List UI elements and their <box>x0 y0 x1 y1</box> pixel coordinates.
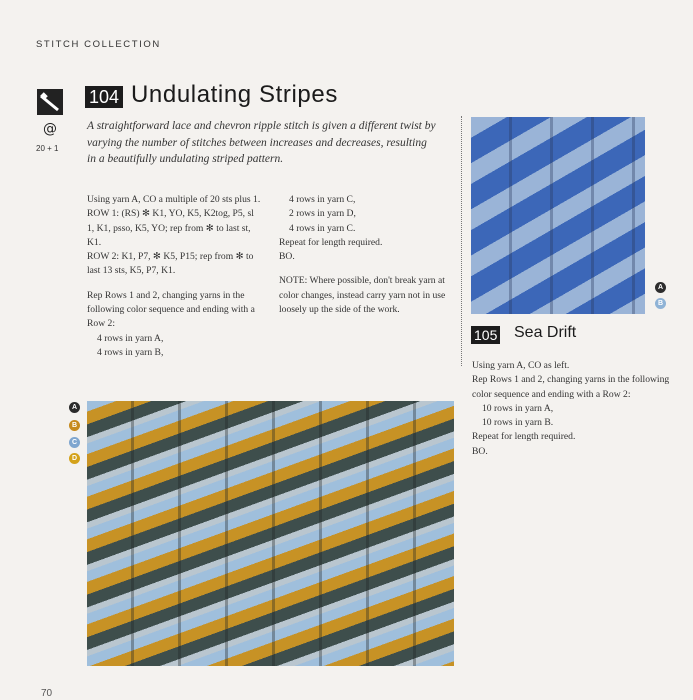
yarn-bullet-b: B <box>655 298 666 309</box>
pattern-number-105: 105 <box>471 326 500 344</box>
instructions-right-column <box>279 193 449 317</box>
knitting-needle-icon <box>37 89 63 115</box>
bind-off-text: BO. <box>472 445 488 457</box>
bind-off-text: BO. <box>279 251 295 263</box>
yarn-bullet-b: B <box>69 420 80 431</box>
repeat-instructions: Rep Rows 1 and 2, changing yarns in the following color sequence and ending with a Row 2: <box>87 289 255 330</box>
cast-on-text: Using yarn A, CO as left. <box>472 360 570 371</box>
swatch-photo-105 <box>471 117 645 314</box>
sequence-item: 10 rows in yarn A, <box>482 402 554 414</box>
yarn-bullet-a: A <box>69 402 80 413</box>
repeat-instructions: Rep Rows 1 and 2, changing yarns in the following color sequence and ending with a Row 2: <box>472 374 670 400</box>
pattern-number-104: 104 <box>85 86 123 108</box>
pattern-title-105: Sea Drift <box>514 324 577 341</box>
row-1-text: ROW 1: (RS) ✻ K1, YO, K5, K2tog, P5, sl 1, K1, psso, K5, YO; rep from ✻ to last st, K1. <box>87 208 254 248</box>
repeat-text: Repeat for length required. <box>279 236 383 248</box>
instructions-105 <box>472 359 677 459</box>
stitch-multiple: 20 + 1 <box>36 144 59 153</box>
spiral-icon: @ <box>43 121 57 137</box>
note-text: NOTE: Where possible, don't break yarn at color changes, instead carry yarn not in use loosely up the side of the work. <box>279 275 446 316</box>
yarn-bullet-d: D <box>69 453 80 464</box>
pattern-title-104: Undulating Stripes <box>131 81 338 108</box>
sequence-item: 10 rows in yarn B. <box>482 417 554 429</box>
repeat-text: Repeat for length required. <box>472 431 576 443</box>
column-divider <box>461 116 462 366</box>
pattern-intro: A straightforward lace and chevron ripple stitch is given a different twist by varying the number of stitches between increases and decreases, resulting in a beautifully undulating striped pattern. <box>87 120 436 165</box>
yarn-bullet-a: A <box>655 282 666 293</box>
sequence-item: 2 rows in yarn D, <box>289 208 356 220</box>
sequence-item: 4 rows in yarn C. <box>289 222 356 234</box>
page-number: 70 <box>41 688 53 699</box>
swatch-photo-104 <box>87 401 454 666</box>
section-header: STITCH COLLECTION <box>36 39 161 50</box>
yarn-bullet-c: C <box>69 437 80 448</box>
cast-on-text: Using yarn A, CO a multiple of 20 sts plus 1. <box>87 194 261 205</box>
sequence-item: 4 rows in yarn B, <box>97 346 164 358</box>
instructions-left-column <box>87 193 262 360</box>
sequence-item: 4 rows in yarn A, <box>97 332 164 344</box>
sequence-item: 4 rows in yarn C, <box>289 194 356 205</box>
row-2-text: ROW 2: K1, P7, ✻ K5, P15; rep from ✻ to last 13 sts, K5, P7, K1. <box>87 251 254 277</box>
